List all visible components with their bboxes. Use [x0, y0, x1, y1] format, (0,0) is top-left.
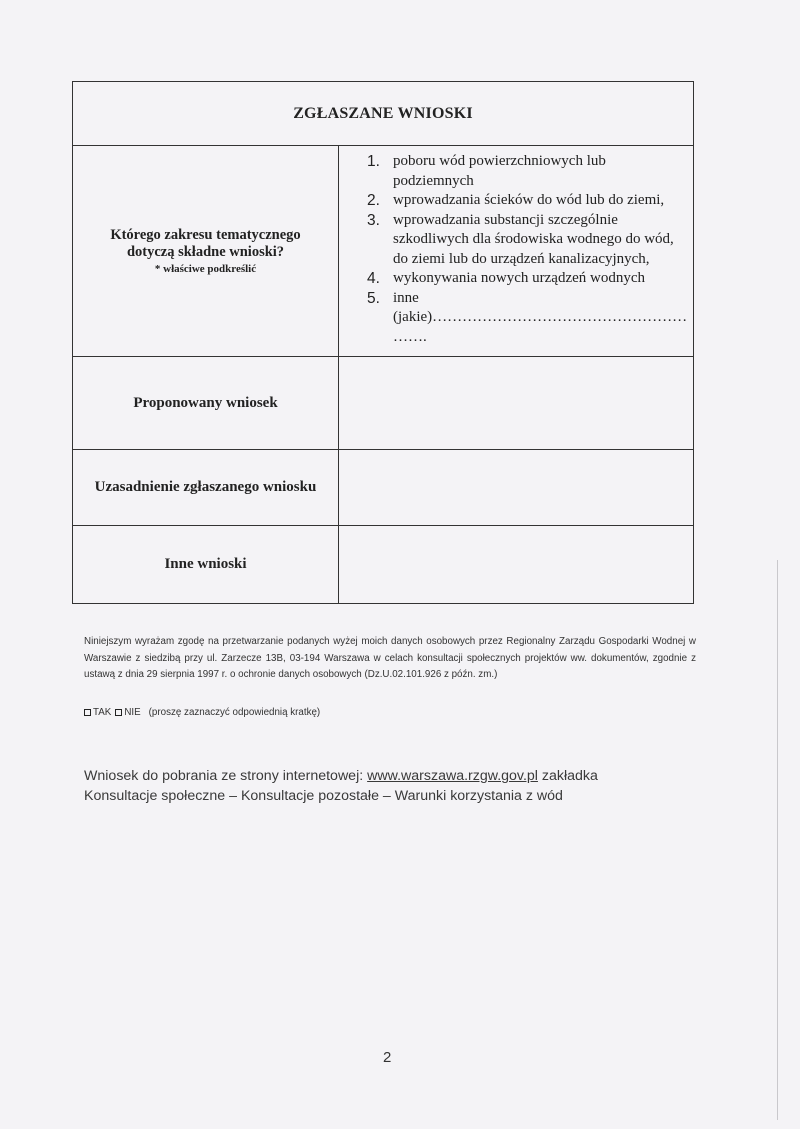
proposal-label: Proponowany wniosek	[133, 394, 278, 411]
other-input-cell[interactable]	[339, 526, 693, 603]
justification-label-cell	[73, 450, 339, 525]
page-number: 2	[383, 1049, 392, 1066]
scope-question-line2: dotyczą składne wnioski?	[126, 244, 285, 260]
no-checkbox[interactable]	[115, 709, 122, 716]
justification-row	[73, 450, 693, 526]
scope-option-5[interactable]: 5. inne (jakie)…………………………………………… …….	[367, 289, 688, 345]
scope-question-cell	[73, 146, 339, 356]
scan-edge-line	[777, 560, 778, 1120]
scope-option-2[interactable]: 2. wprowadzania ścieków do wód lub do ziemi,	[367, 192, 665, 209]
download-line1	[84, 766, 684, 786]
download-prefix: Wniosek do pobrania ze strony internetowej:	[84, 768, 368, 784]
scope-options-list	[339, 146, 693, 347]
website-link[interactable]: www.warszawa.rzgw.gov.pl	[367, 768, 538, 784]
download-info	[84, 766, 684, 806]
justification-input-cell[interactable]	[339, 450, 693, 525]
scope-option-4[interactable]: 4. wykonywania nowych urządzeń wodnych	[367, 270, 646, 287]
proposal-label-cell	[73, 357, 339, 449]
table-title: ZGŁASZANE WNIOSKI	[73, 82, 693, 146]
scope-option-3[interactable]: 3. wprowadzania substancji szczególnie szkodliwych dla środowiska wodnego do wód, do ziemi lub do urządzeń kanalizacyjnych,	[367, 211, 674, 267]
no-label: NIE	[124, 707, 141, 718]
scope-option-1[interactable]: 1. poboru wód powierzchniowych lub podziemnych	[367, 153, 606, 189]
yes-checkbox[interactable]	[84, 709, 91, 716]
scope-options-cell	[339, 146, 693, 356]
scope-question-note: * właściwe podkreślić	[154, 263, 257, 275]
yes-label: TAK	[93, 707, 112, 718]
other-row	[73, 526, 693, 603]
justification-label: Uzasadnienie zgłaszanego wniosku	[94, 479, 317, 495]
scope-row	[73, 146, 693, 357]
download-line2: Konsultacje społeczne – Konsultacje pozostałe – Warunki korzystania z wód	[84, 788, 563, 804]
download-suffix: zakładka	[537, 768, 598, 784]
proposals-table	[72, 81, 694, 604]
other-label: Inne wnioski	[164, 556, 247, 572]
checkbox-instruction: (proszę zaznaczyć odpowiednią kratkę)	[148, 707, 321, 718]
proposal-row	[73, 357, 693, 450]
proposal-input-cell[interactable]	[339, 357, 693, 449]
consent-text: Niniejszym wyrażam zgodę na przetwarzanie podanych wyżej moich danych osobowych przez Regionalny Zarządu Gospodarki Wodnej w Warszawie z siedzibą przy ul. Zarzecze 13B, 03-194 Warszawa w celach konsultacji społecznych projektów ww. dokumentów, zgodnie z ustawą z dnia 29 sierpnia 1997 r. o ochronie danych osobowych (Dz.U.02.101.926 z późn. zm.)	[84, 636, 696, 680]
scope-question-line1: Którego zakresu tematycznego	[110, 227, 301, 243]
consent-checkboxes	[84, 707, 320, 718]
other-label-cell	[73, 526, 339, 603]
